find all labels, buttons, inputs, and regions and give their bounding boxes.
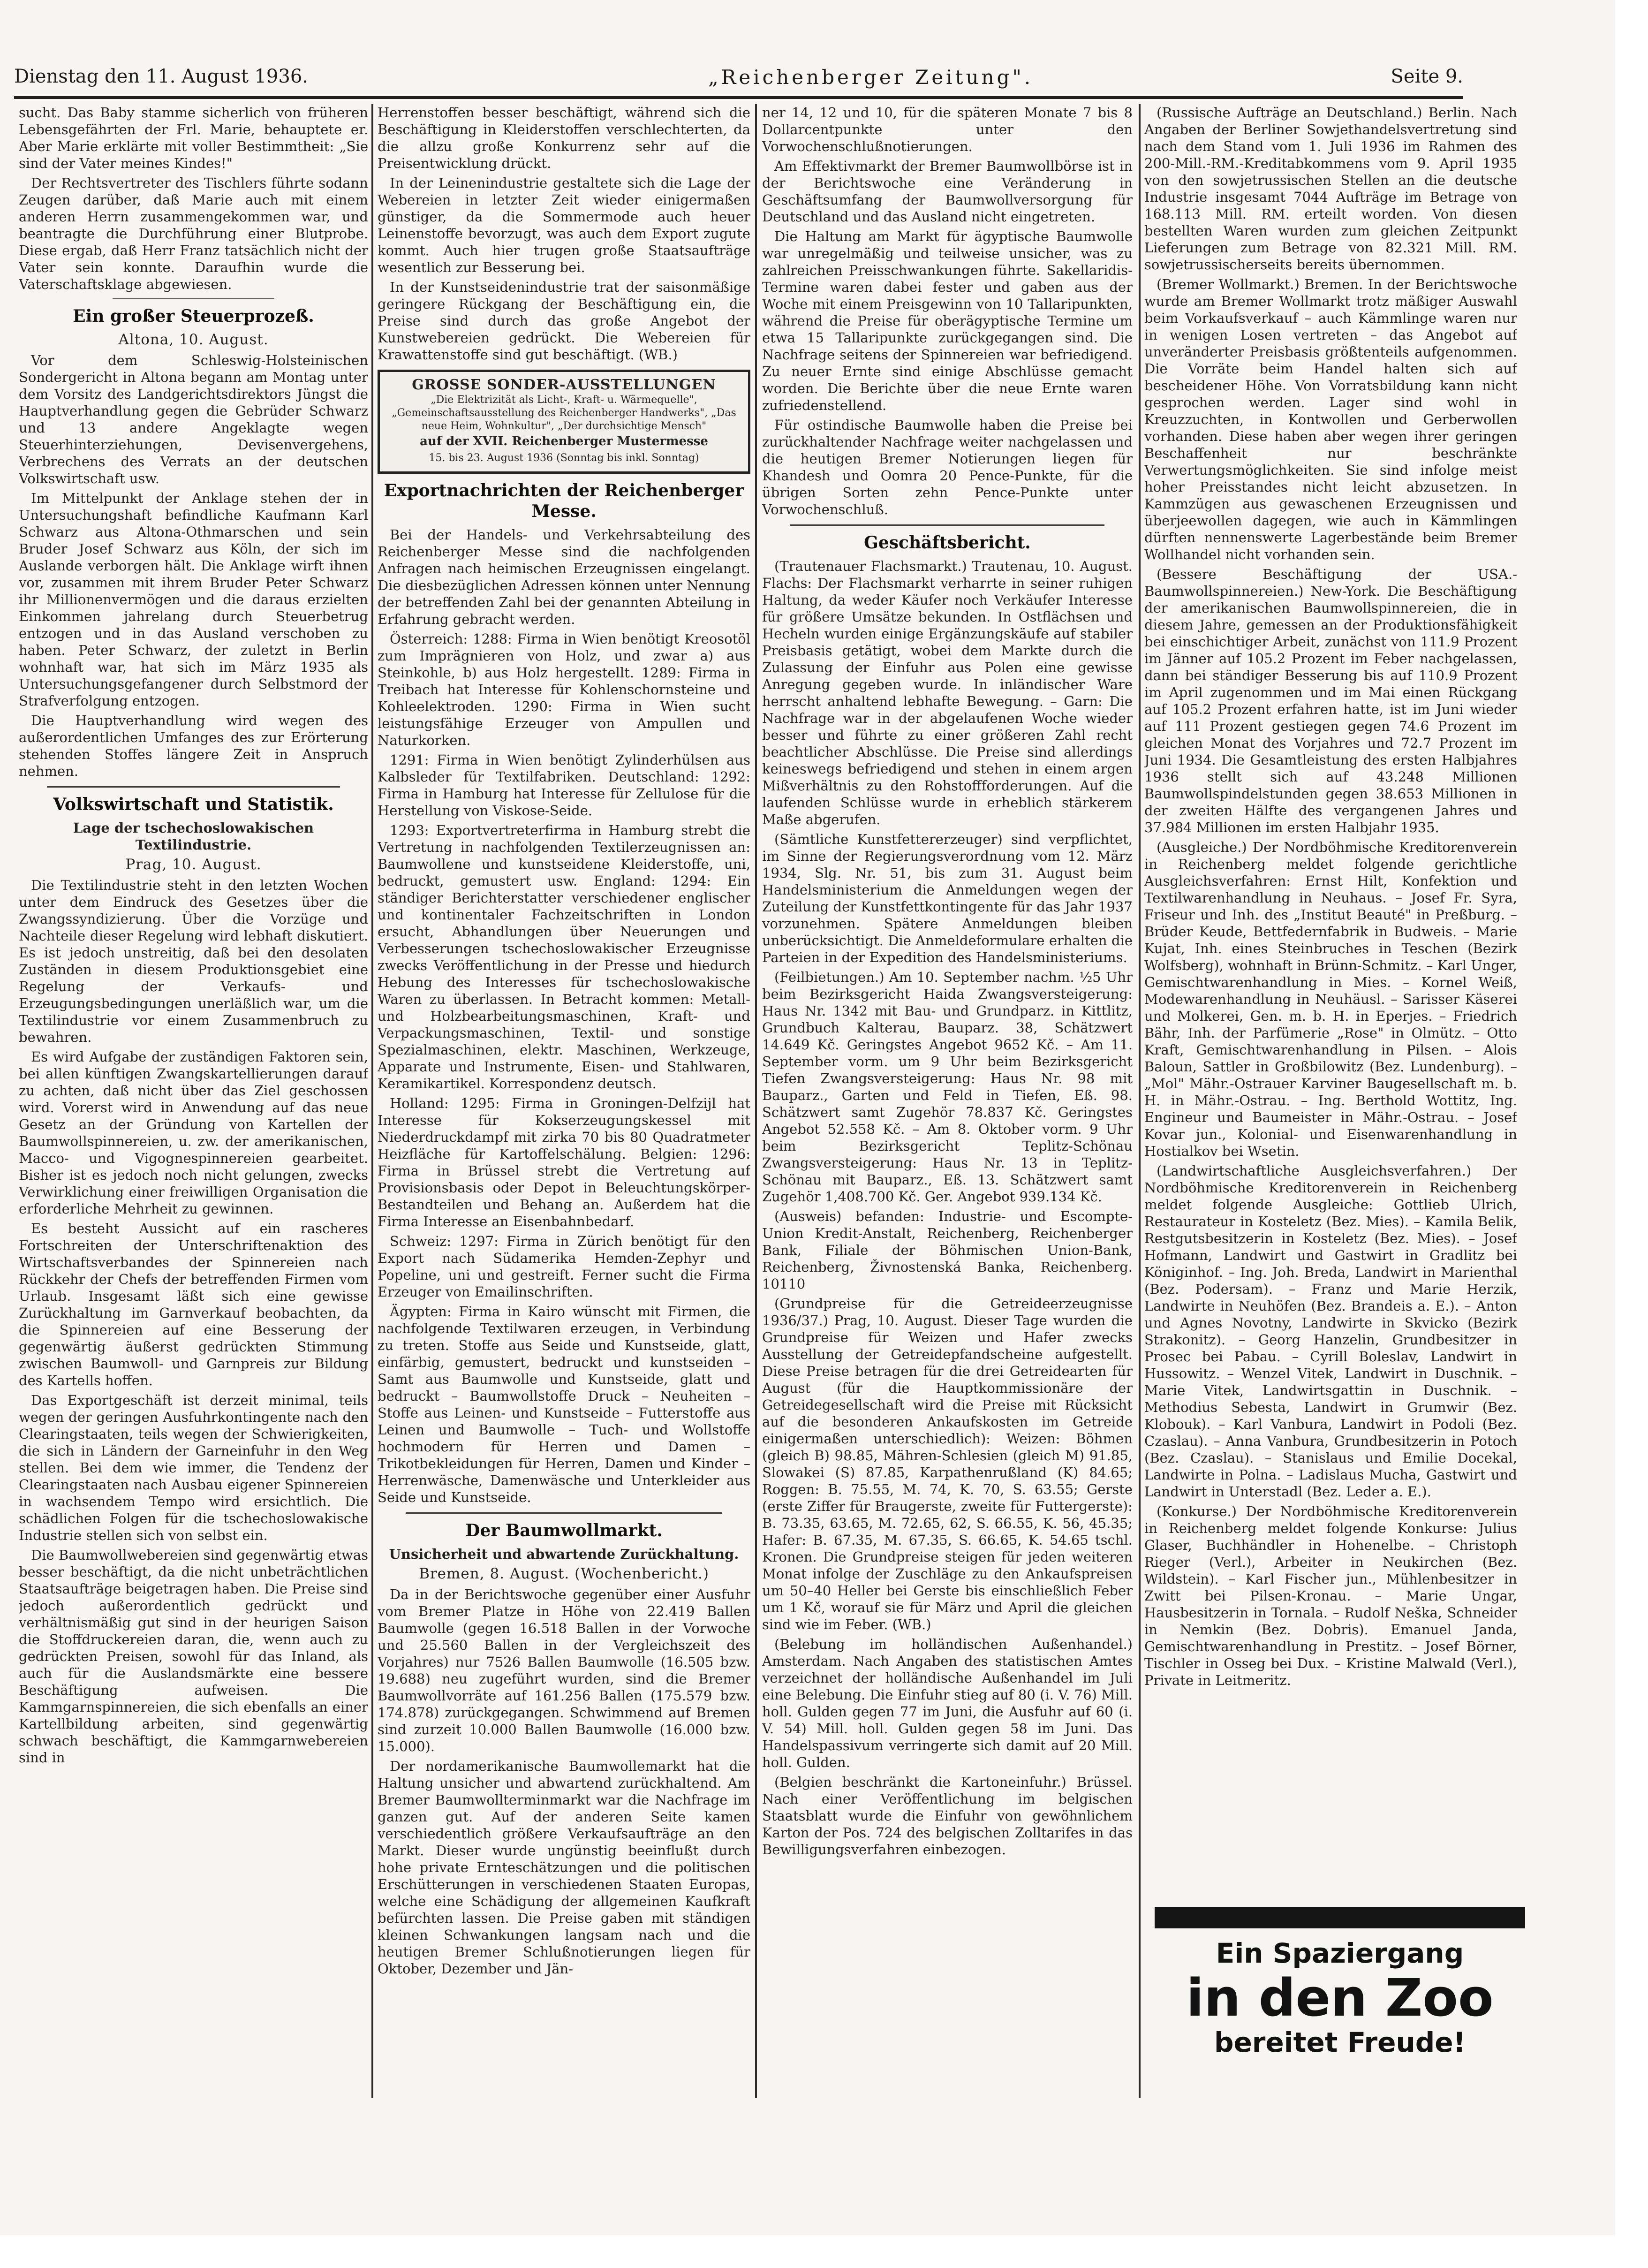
header-date: Dienstag den 11. August 1936. (14, 66, 308, 87)
column-2 (378, 104, 750, 2126)
ad-subtitle: „Die Elektrizität als Licht-, Kraft- u. Wärmequelle", „Gemeinschaftsausstellung des Reichenberger Handwerks", „Das neue Heim, Wohnkultur", „Der durchsichtige Mensch" (392, 394, 736, 432)
article-paragraph: (Bessere Beschäftigung der USA.-Baumwollspinnereien.) New-York. Die Beschäftigung der amerikanischen Baumwollspinnereien, die in diesem Jahre, gemessen an der Produktionsfähigkeit bei einschichtiger Arbeit, zunächst von 111.9 Prozent im Jänner auf 105.2 Prozent im Feber nachgelassen, dann bei ständiger Besserung bis auf 110.9 Prozent im April zugenommen und im Mai einen Rückgang auf 105.2 Prozent erfahren hatte, ist im Juni wieder auf 111 Prozent gestiegen gegen 74.6 Prozent im gleichen Monat des Vorjahres und 72.7 Prozent im Juni 1934. Die Gesamtleistung des ersten Halbjahres 1936 stellt sich auf 43.248 Millionen Baumwollspindelstunden gegen 38.653 Millionen in der zweiten Hälfte des vergangenen Jahres und 37.984 Millionen im ersten Halbjahr 1935. (1144, 566, 1517, 835)
article-paragraph: In der Kunstseidenindustrie trat der saisonmäßige geringere Rückgang der Beschäftigung ein, die Preise sind durch das große Angebot der Kunstwebereien gedrückt. Die Webereien für Krawattenstoffe sind gut beschäftigt. (WB.) (378, 279, 750, 363)
zoo-ad-line-1: Ein Spaziergang (1216, 1937, 1464, 1969)
newspaper-title: „Reichenberger Zeitung". (708, 66, 1034, 89)
article-paragraph: (Grundpreise für die Getreideerzeugnisse 1936/37.) Prag, 10. August. Dieser Tage wurden die Grundpreise für Weizen und Hafer zwecks Ausstellung der Getreidepfandscheine aufgestellt. Diese Preise betragen für die drei Getreidearten für August (für die Hauptkommissionäre der Getreidegesellschaft wird die Preise mit Rücksicht auf die besonderen Ankaufskosten im Getreide einigermaßen unterschiedlich): Weizen: Böhmen (gleich B) 98.85, Mähren-Schlesien (gleich M) 91.85, Slowakei (S) 87.85, Karpathenrußland (K) 84.65; Roggen: B. 75.55, M. 74, K. 70, S. 63.55; Gerste (erste Ziffer für Braugerste, zweite für Futtergerste): B. 73.35, 63.65, M. 72.65, 62, S. 66.55, K. 56, 45.35; Hafer: B. 67.35, M. 67.35, S. 66.65, K. 54.65 tschl. Kronen. Die Grundpreise steigen für jeden weiteren Monat infolge der Zuschläge zu den Ankaufspreisen um 50–40 Heller bei Gerste bis einschließlich Feber um 1 Kč, worauf sie für März und April die gleichen sind wie im Feber. (WB.) (762, 1296, 1133, 1632)
article-paragraph: Die Textilindustrie steht in den letzten Wochen unter dem Eindruck des Gesetzes über die Zwangssyndizierung. Über die Vorzüge und Nachteile dieser Regelung wird lebhaft diskutiert. Es ist jedoch unstreitig, daß bei den desolaten Zuständen in diesem Produktionsgebiet eine Regelung der Verkaufs- und Erzeugungsbedingungen unerläßlich war, um die Textilindustrie vor einem Zusammenbruch zu bewahren. (19, 877, 368, 1045)
article-paragraph: (Sämtliche Kunstfettererzeuger) sind verpflichtet, im Sinne der Regierungsverordnung vom 12. März 1934, Slg. Nr. 51, bis zum 31. August beim Handelsministerium die Anmeldungen wegen der Zuteilung der Kunstfettkontingente für das Jahr 1937 vorzunehmen. Spätere Anmeldungen bleiben unberücksichtigt. Die Anmeldeformulare erhalten die Parteien in der Expedition des Handelsministeriums. (762, 831, 1133, 965)
article-paragraph: (Feilbietungen.) Am 10. September nachm. ½5 Uhr beim Bezirksgericht Haida Zwangsversteigerung: Haus Nr. 1342 mit Bau- und Grundparz. in Kittlitz, Grundbuch Kalterau, Bauparz. 38, Schätzwert 14.649 Kč. Geringstes Angebot 9652 Kč. – Am 11. September vorm. um 9 Uhr beim Bezirksgericht Tiefen Zwangsversteigerung: Haus Nr. 98 mit Bauparz., Garten und Feld in Tiefen, Eß. 98. Schätzwert samt Zugehör 78.837 Kč. Geringstes Angebot 52.558 Kč. – Am 8. Oktober vorm. 9 Uhr beim Bezirksgericht Teplitz-Schönau Zwangsversteigerung: Haus Nr. 13 in Teplitz-Schönau mit Bauparz., Eß. 13. Schätzwert samt Zugehör 1,408.700 Kč. Ger. Angebot 939.134 Kč. (762, 969, 1133, 1205)
ad-dates: 15. bis 23. August 1936 (Sonntag bis inkl. Sonntag) (429, 452, 699, 464)
article-paragraph: Holland: 1295: Firma in Groningen-Delfzijl hat Interesse für Kokserzeugungskessel mit Niederdruckdampf mit zirka 70 bis 80 Quadratmeter Heizfläche für Kartoffelschälung. Belgien: 1296: Firma in Brüssel strebt die Vertretung auf Provisionsbasis oder Depot in Beleuchtungskörper-Bestandteilen und Behang an. Außerdem hat die Firma Interesse an Eisenbahnbedarf. (378, 1095, 750, 1229)
article-paragraph: Das Exportgeschäft ist derzeit minimal, teils wegen der geringen Ausfuhrkontingente nach den Clearingstaaten, teils wegen der Schwierigkeiten, die sich in Ländern der Garneinfuhr in den Weg stellen. Bei dem wie immer, die Tendenz der Clearingstaaten nach Ausbau eigener Spinnereien in wachsendem Tempo wird ersichtlich. Die schädlichen Folgen für die tschechoslowakische Industrie stellen sich von selbst ein. (19, 1392, 368, 1543)
column-3 (762, 104, 1133, 2126)
article-paragraph: Die Hauptverhandlung wird wegen des außerordentlichen Umfanges des zur Erörterung stehenden Stoffes längere Zeit in Anspruch nehmen. (19, 713, 368, 779)
ad-title: GROSSE SONDER-AUSSTELLUNGEN (412, 377, 716, 393)
headline-exportnachrichten: Exportnachrichten der Reichenberger Messe. (384, 481, 744, 521)
article-paragraph: Es wird Aufgabe der zuständigen Faktoren sein, bei allen künftigen Zwangskartellierungen darauf zu achten, daß nicht über das Ziel geschossen wird. Vorerst wird in Anwendung auf das neue Gesetz an der Gründung von Kartellen der Baumwollspinnereien, u. zw. der amerikanischen, Macco- und Vigognespinnereien gearbeitet. Bisher ist es jedoch noch nicht gelungen, zwecks Verwirklichung einer freiwilligen Organisation die erforderliche Mehrheit zu gewinnen. (19, 1049, 368, 1217)
article-paragraph: (Belgien beschränkt die Kartoneinfuhr.) Brüssel. Nach einer Veröffentlichung im belgischen Staatsblatt wurde die Einfuhr von gewöhnlichem Karton der Pos. 724 des belgischen Zolltarifes in das Bewilligungsverfahren einbezogen. (762, 1774, 1133, 1858)
article-paragraph: 1291: Firma in Wien benötigt Zylinderhülsen aus Kalbsleder für Textilfabriken. Deutschland: 1292: Firma in Hamburg hat Interesse für Zellulose für die Herstellung von Viskose-Seide. (378, 752, 750, 819)
zoo-ad-line-2: in den Zoo (1186, 1968, 1494, 2028)
article-paragraph: Österreich: 1288: Firma in Wien benötigt Kreosotöl zum Imprägnieren von Holz, und zwar a) aus Steinkohle, b) aus Holz hergestellt. 1289: Firma in Treibach hat Interesse für Kohlenschornsteine und Kohleelektroden. 1290: Firma in Wien sucht leistungsfähige Erzeuger von Ampullen und Naturkorken. (378, 631, 750, 748)
article-paragraph: sucht. Das Baby stamme sicherlich von früheren Lebensgefährten der Frl. Marie, behauptete er. Aber Marie erklärte mit voller Bestimmtheit: „Sie sind der Vater meines Kindes!" (19, 105, 368, 171)
article-paragraph: Am Effektivmarkt der Bremer Baumwollbörse ist in der Berichtswoche eine Veränderung in Geschäftsumfang der Baumwollversorgung für Deutschland und das Ausland nicht eingetreten. (762, 158, 1133, 225)
column-1 (19, 104, 368, 2126)
article-paragraph: ner 14, 12 und 10, für die späteren Monate 7 bis 8 Dollarcentpunkte unter den Vorwochenschlußnotierungen. (762, 105, 1133, 154)
subheadline: Unsicherheit und abwartende Zurückhaltung. (389, 1546, 739, 1562)
zoo-advertisement (1155, 1907, 1525, 2080)
article-paragraph: Herrenstoffen besser beschäftigt, während sich die Beschäftigung in Kleiderstoffen verschlechterten, da die allzu große Konkurrenz sehr auf die Preisentwicklung drückt. (378, 105, 750, 171)
column-rule-3 (1139, 104, 1141, 2098)
headline-textilindustrie: Lage der tschechoslowakischen Textilindustrie. (73, 820, 314, 853)
header-rule (14, 96, 1463, 99)
divider (113, 298, 274, 299)
section-heading-volkswirtschaft: Volkswirtschaft und Statistik. (53, 795, 334, 814)
article-paragraph: Die Haltung am Markt für ägyptische Baumwolle war unregelmäßig und teilweise unsicher, was zu zahlreichen Preisschwankungen führte. Sakellaridis-Termine waren dabei fester und gaben aus der Woche mit einem Preisgewinn von 10 Tallaripunkten, während die Preise für oberägyptische Termine um etwa 15 Tallaripunkte zurückgegangen sind. Die Nachfrage seitens der Spinnereien war befriedigend. Zu neuer Ernte sind einige Abschlüsse gemacht worden. Die Berichte über die neue Ernte waren zufriedenstellend. (762, 228, 1133, 413)
ad-top-bar (1155, 1907, 1525, 1928)
headline-baumwollmarkt: Der Baumwollmarkt. (465, 1521, 663, 1540)
article-paragraph: Der nordamerikanische Baumwollemarkt hat die Haltung unsicher und abwartend zurückhaltend. Am Bremer Baumwollterminmarkt war die Nachfrage im ganzen gut. Auf der anderen Seite kamen verschiedentlich größere Verkaufsaufträge an den Markt. Dieser wurde ungünstig beeinflußt durch hohe private Ernteschätzungen und die politischen Erschütterungen in verschiedenen Staaten Europas, welche eine Schädigung der allgemeinen Kaufkraft befürchten lassen. Die Preise gaben mit ständigen kleinen Schwankungen langsam nach und die heutigen Bremer Schlußnotierungen liegen für Oktober, Dezember und Jän- (378, 1758, 750, 1977)
divider (47, 786, 340, 788)
dateline: Bremen, 8. August. (Wochenbericht.) (419, 1565, 709, 1582)
article-paragraph: (Ausweis) befanden: Industrie- und Escompte-Union Kredit-Anstalt, Reichenberg, Reichenberger Bank, Filiale der Böhmischen Union-Bank, Reichenberg, Živnostenská Banka, Reichenberg. 10110 (762, 1208, 1133, 1292)
ad-event: auf der XVII. Reichenberger Mustermesse (420, 434, 708, 448)
article-paragraph: Für ostindische Baumwolle haben die Preise bei zurückhaltender Nachfrage weiter nachgelassen und die heutigen Bremer Notierungen liegen für Khandesh und Oomra 20 Pence-Punkte, für die übrigen Sorten zehn Pence-Punkte unter Vorwochenschluß. (762, 417, 1133, 517)
messe-advertisement (378, 370, 750, 474)
article-paragraph: Die Baumwollwebereien sind gegenwärtig etwas besser beschäftigt, da die nicht unbeträchtlichen Staatsaufträge beigetragen haben. Die Preise sind jedoch außerordentlich gedrückt und verhältnismäßig gut sind in der heurigen Saison die Stoffdruckereien daran, die, wenn auch zu gedrückten Preisen, sowohl für das Inland, als auch für die Auslandsmärkte eine bessere Beschäftigung aufweisen. Die Kammgarnspinnereien, die sich ebenfalls an einer Kartellbildung arbeiten, sind gegenwärtig schwach beschäftigt, die Kammgarnwebereien sind in (19, 1547, 368, 1766)
article-paragraph: Der Rechtsvertreter des Tischlers führte sodann Zeugen darüber, daß Marie auch mit einem anderen Herrn zusammengekommen war, und beantragte die Durchführung einer Blutprobe. Diese ergab, daß Herr Franz tatsächlich nicht der Vater sein konnte. Daraufhin wurde die Vaterschaftsklage abgewiesen. (19, 175, 368, 292)
article-paragraph: Schweiz: 1297: Firma in Zürich benötigt für den Export nach Südamerika Hemden-Zephyr und Popeline, uni und gestreift. Ferner sucht die Firma Erzeuger von Emailinschriften. (378, 1233, 750, 1300)
zoo-ad-line-3: bereitet Freude! (1214, 2026, 1466, 2058)
dateline: Prag, 10. August. (125, 856, 262, 873)
article-paragraph: (Russische Aufträge an Deutschland.) Berlin. Nach Angaben der Berliner Sowjethandelsvertretung sind nach dem Stand vom 1. Juli 1936 im Rahmen des 200-Mill.-RM.-Kreditabkommens vom 9. April 1935 von den sowjetrussischen Stellen an die deutsche Industrie insgesamt 7044 Aufträge im Betrage von 168.113 Mill. RM. erteilt worden. Von diesen bestellten Waren wurden zum gleichen Zeitpunkt Lieferungen zum Betrage von 82.321 Mill. RM. sowjetrussischerseits bereits übernommen. (1144, 105, 1517, 273)
column-rule-2 (755, 104, 757, 2098)
divider (406, 1512, 722, 1514)
article-paragraph: Da in der Berichtswoche gegenüber einer Ausfuhr vom Bremer Platze in Höhe von 22.419 Ballen Baumwolle (gegen 16.518 Ballen in der Vorwoche und 25.560 Ballen in der Vergleichszeit des Vorjahres) nur 7526 Ballen Baumwolle (16.505 bzw. 19.688) neu zugeführt wurden, sind die Bremer Baumwollvorräte auf 161.256 Ballen (175.579 bzw. 174.878) zurückgegangen. Schwimmend auf Bremen sind zurzeit 10.000 Ballen Baumwolle (16.000 bzw. 15.000). (378, 1586, 750, 1754)
article-paragraph: In der Leinenindustrie gestaltete sich die Lage der Webereien in letzter Zeit wieder einigermaßen günstiger, da die Sommermode auch heuer Leinenstoffe bevorzugt, was auch dem Export zugute kommt. Auch hier trugen große Staatsaufträge wesentlich zur Besserung bei. (378, 175, 750, 275)
article-paragraph: Es besteht Aussicht auf ein rascheres Fortschreiten der Unterschriftenaktion des Wirtschaftsverbandes der Spinnereien nach Rückkehr der Chefs der betreffenden Firmen vom Urlaub. Insgesamt läßt sich eine gewisse Zurückhaltung im Garnverkauf beobachten, da die Spinnereien auf eine Besserung der gegenwärtig äußerst gedrückten Stimmung zwischen Baumwoll- und Garnpreis zur Bildung des Kartells hoffen. (19, 1221, 368, 1388)
article-paragraph: (Trautenauer Flachsmarkt.) Trautenau, 10. August. Flachs: Der Flachsmarkt verharrte in seiner ruhigen Haltung, da weder Käufer noch Verkäufer Interesse für größere Umsätze bekunden. In Ostflächsen und Hecheln wurden einige Ergänzungskäufe auf stabiler Preisbasis getätigt, wobei dem Markte durch die Zulassung der Einfuhr aus Polen eine gewisse Anregung gegeben wurde. In inländischer Ware herrscht anhaltend lebhafte Bewegung. – Garn: Die Nachfrage war in der abgelaufenen Woche wieder besser und führte zu einer größeren Zahl recht beachtlicher Abschlüsse. Die Preise sind allerdings keineswegs befriedigend und stehen in einem argen Mißverhältnis zu den Rohstoffforderungen. Auf die laufenden Schlüsse wurde in erheblich stärkerem Maße abgerufen. (762, 558, 1133, 827)
article-paragraph: (Konkurse.) Der Nordböhmische Kreditorenverein in Reichenberg meldet folgende Konkurse: Julius Glaser, Buchhändler in Hohenelbe. – Christoph Rieger (Verl.), Arbeiter in Neukirchen (Bez. Wildstein). – Karl Fischer jun., Mühlenbesitzer in Zwitt bei Pilsen-Kronau. – Marie Ungar, Hausbesitzerin in Tornala. – Rudolf Neška, Schneider in Nemkin (Bez. Dobris). Emanuel Janda, Gemischtwarenhandlung in Prestitz. – Josef Börner, Tischler in Osseg bei Dux. – Kristine Malwald (Verl.), Private in Leitmeritz. (1144, 1503, 1517, 1688)
headline-steuerprozess: Ein großer Steuerprozeß. (73, 306, 314, 326)
article-paragraph: Vor dem Schleswig-Holsteinischen Sondergericht in Altona begann am Montag unter dem Vorsitz des Landgerichtsdirektors Jüngst die Hauptverhandlung gegen die Gebrüder Schwarz und 13 andere Angeklagte wegen Steuerhinterziehungen, Devisenvergehens, Verbrechens des Verrats an der deutschen Volkswirtschaft usw. (19, 352, 368, 486)
article-paragraph: (Belebung im holländischen Außenhandel.) Amsterdam. Nach Angaben des statistischen Amtes verzeichnet der holländische Außenhandel im Juli eine Belebung. Die Einfuhr stieg auf 80 (i. V. 76) Mill. holl. Gulden gegen 77 im Juni, die Ausfuhr auf 60 (i. V. 54) Mill. holl. Gulden gegen 58 im Juni. Das Handelspassivum verringerte sich damit auf 20 Mill. holl. Gulden. (762, 1636, 1133, 1770)
article-paragraph: (Ausgleiche.) Der Nordböhmische Kreditorenverein in Reichenberg meldet folgende gerichtliche Ausgleichsverfahren: Ernst Hilt, Konfektion und Textilwarenhandlung in Neuhaus. – Josef Fr. Syra, Friseur und Inh. des „Institut Beauté" in Preßburg. – Brüder Keude, Bettfedernfabrik in Budweis. – Marie Kujat, Inh. eines Steinbruches in Teschen (Bezirk Wolfsberg), wohnhaft in Brünn-Schmitz. – Karl Unger, Gemischtwarenhandlung in Mies. – Kornel Weiß, Modewarenhandlung in Neuhäusl. – Sarisser Käserei und Molkerei, Gen. m. b. H. in Eperjes. – Friedrich Bähr, Inh. der Parfümerie „Rose" in Olmütz. – Otto Kraft, Gemischtwarenhandlung in Pilsen. – Alois Baloun, Sattler in Großbilowitz (Bez. Lundenburg). – „Mol" Mähr.-Ostrauer Karviner Baugesellschaft m. b. H. in Mähr.-Ostrau. – Ing. Berthold Wottitz, Ing. Engineur und Baumeister in Mähr.-Ostrau. – Josef Kovar jun., Kolonial- und Eisenwarenhandlung in Hostialkov bei Wsetin. (1144, 839, 1517, 1159)
article-paragraph: (Landwirtschaftliche Ausgleichsverfahren.) Der Nordböhmische Kreditorenverein in Reichenberg meldet folgende Ausgleiche: Gottlieb Ulrich, Restaurateur in Kosteletz (Bez. Mies). – Kamila Belik, Restgutsbesitzerin in Kosteletz (Bez. Mies). – Josef Hofmann, Landwirt und Gastwirt in Gradlitz bei Königinhof. – Ing. Joh. Breda, Landwirt in Marienthal (Bez. Podersam). – Franz und Marie Herzik, Landwirte in Neuhöfen (Bez. Brandeis a. E.). – Anton und Agnes Novotny, Landwirte in Skvicko (Bezirk Strakonitz). – Georg Hanzelin, Grundbesitzer in Prosec bei Pabau. – Cyrill Boleslav, Landwirt in Hussowitz. – Wenzel Vitek, Landwirt in Duschnik. – Marie Vitek, Landwirtsgattin in Duschnik. – Methodius Sebesta, Landwirt in Grumwir (Bez. Klobouk). – Karl Vanbura, Landwirt in Podoli (Bez. Czaslau). – Anna Vanbura, Grundbesitzerin in Potoch (Bez. Czaslau). – Stanislaus und Emilie Docekal, Landwirte in Polna. – Ladislaus Mucha, Gastwirt und Landwirt in Unterstadl (Bez. Leder a. E.). (1144, 1163, 1517, 1500)
scan-margin-right (1615, 0, 1648, 2268)
article-paragraph: Im Mittelpunkt der Anklage stehen der in Untersuchungshaft befindliche Kaufmann Karl Schwarz aus Altona-Othmarschen und sein Bruder Josef Schwarz aus Köln, der sich im Auslande verborgen hält. Die Anklage wirft ihnen vor, zusammen mit ihrem Bruder Peter Schwarz ihr Millionenvermögen und die daraus erzielten Einkommen jahrelang durch Steuerbetrug entzogen und in das Ausland verschoben zu haben. Peter Schwarz, der zuletzt in Berlin wohnhaft war, hat sich im März 1935 als Untersuchungsgefangener durch Selbstmord der Strafverfolgung entzogen. (19, 490, 368, 709)
article-paragraph: Bei der Handels- und Verkehrsabteilung des Reichenberger Messe sind die nachfolgenden Anfragen nach heimischen Erzeugnissen eingelangt. Die diesbezüglichen Adressen können unter Nennung der betreffenden Zahl bei der genannten Abteilung in Erfahrung gebracht werden. (378, 527, 750, 627)
dateline: Altona, 10. August. (118, 331, 269, 348)
scan-margin-bottom (0, 2235, 1648, 2268)
article-paragraph: (Bremer Wollmarkt.) Bremen. In der Berichtswoche wurde am Bremer Wollmarkt trotz mäßiger Auswahl beim Vorkaufsverkauf – auch Kämmlinge waren nur in wenigen Losen vertreten – das Angebot auf unveränderter Preisbasis größtenteils aufgenommen. Die Vorräte beim Handel halten sich auf bescheidener Höhe. Von Vorratsbildung kann nicht gesprochen werden. Lager sind wohl in Kreuzzuchten, in Kontwollen und Gerberwollen vorhanden. Diese haben aber wegen ihrer geringen Beschaffenheit nur beschränkte Verwertungsmöglichkeiten. Sie sind infolge meist hoher Preisstandes nicht leicht abzusetzen. In Kammzügen aus gewaschenen Erzeugnissen und überjeewollen dagegen, wie auch in Kämmlingen dürften nennenswerte Lagerbestände beim Bremer Wollhandel nicht vorhanden sein. (1144, 276, 1517, 562)
column-4 (1144, 104, 1517, 1896)
headline-geschaeftsbericht: Geschäftsbericht. (864, 533, 1031, 553)
divider (790, 524, 1104, 526)
article-paragraph: 1293: Exportvertreterfirma in Hamburg strebt die Vertretung in nachfolgenden Textilerzeugnissen an: Baumwollene und kunstseidene Kleiderstoffe, uni, bedruckt, gemustert usw. England: 1294: Ein ständiger Berichterstatter verschiedener englischer und kontinentaler Fachzeitschriften in London ersucht, Abhandlungen über Neuerungen und Verbesserungen tschechoslowakischer Erzeugnisse zwecks Veröffentlichung in der Presse und hiedurch Hebung des Interesses für tschechoslowakische Waren zu überlassen. In Betracht kommen: Metall- und Holzbearbeitungsmaschinen, Kraft- und Verpackungsmaschinen, Textil- und sonstige Spezialmaschinen, elektr. Maschinen, Werkzeuge, Apparate und Instrumente, Eisen- und Stahlwaren, Keramikartikel. Korrespondenz deutsch. (378, 822, 750, 1092)
column-rule-1 (371, 104, 373, 2098)
page-number: Seite 9. (1391, 66, 1463, 87)
article-paragraph: Ägypten: Firma in Kairo wünscht mit Firmen, die nachfolgende Textilwaren erzeugen, in Verbindung zu treten. Stoffe aus Seide und Kunstseide, glatt, einfärbig, gemustert, bedruckt und kunstseiden – Samt aus Baumwolle und Kunstseide, glatt und bedruckt – Baumwollstoffe Druck – Neuheiten – Stoffe aus Leinen- und Kunstseide – Futterstoffe aus Leinen und Baumwolle – Tuch- und Wollstoffe hochmodern für Herren und Damen – Trikotbekleidungen für Herren, Damen und Kinder – Herrenwäsche, Damenwäsche und Unterkleider aus Seide und Kunstseide. (378, 1304, 750, 1505)
